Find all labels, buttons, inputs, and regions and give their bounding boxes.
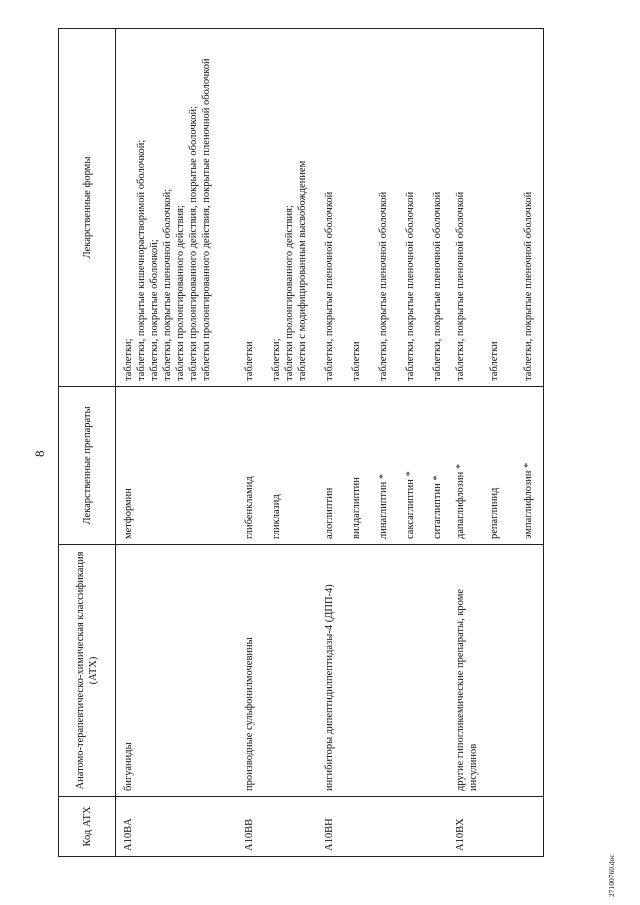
drug-name: ситаглиптин * bbox=[432, 475, 443, 539]
drug-cell bbox=[319, 387, 450, 545]
dosage-form-cell bbox=[319, 29, 450, 387]
header-atx-classification: Анатомо-терапевтическо-химическая классификация (АТХ) bbox=[59, 545, 116, 797]
dosage-form: таблетки bbox=[489, 341, 500, 381]
footer-doc-code: 27100760.doc bbox=[607, 854, 616, 897]
dosage-form: таблетки, покрытые пленочной оболочкой bbox=[455, 191, 466, 381]
dosage-form: таблетки, покрытые оболочкой; bbox=[149, 239, 160, 381]
dosage-form: таблетки; bbox=[271, 338, 282, 381]
dosage-form: таблетки, покрытые кишечнорастворимой оболочкой; bbox=[136, 139, 147, 381]
drug-name: гликлазид bbox=[271, 494, 282, 539]
atx-code-cell: A10BH bbox=[319, 797, 450, 857]
drug-name: линаглиптин * bbox=[378, 473, 389, 539]
atx-classification-cell: ингибиторы дипептидилпептидазы-4 (ДПП-4) bbox=[319, 545, 450, 797]
atx-classification-cell: другие гипогликемические препараты, кроме инсулинов bbox=[450, 545, 544, 797]
drug-name: вилдаглиптин bbox=[351, 477, 362, 539]
drug-name: метформин bbox=[123, 488, 134, 539]
drug-name: репаглинид bbox=[489, 487, 500, 539]
drug-cell bbox=[239, 387, 319, 545]
dosage-form: таблетки, покрытые пленочной оболочкой bbox=[405, 191, 416, 381]
dosage-form-cell bbox=[239, 29, 319, 387]
dosage-form: таблетки, покрытые пленочной оболочкой bbox=[523, 191, 534, 381]
atx-code-cell: A10BB bbox=[239, 797, 319, 857]
header-dosage-forms: Лекарственные формы bbox=[59, 29, 116, 387]
drug-name: эмпаглифлозин * bbox=[523, 462, 534, 539]
drug-cell bbox=[450, 387, 544, 545]
dosage-form: таблетки, покрытые пленочной оболочкой; bbox=[162, 188, 173, 381]
dosage-form-cell bbox=[450, 29, 544, 387]
dosage-form: таблетки bbox=[351, 341, 362, 381]
drug-name: дапаглифлозин * bbox=[455, 463, 466, 539]
dosage-form: таблетки с модифицированным высвобождением bbox=[297, 160, 308, 381]
dosage-form: таблетки пролонгированного действия; bbox=[175, 205, 186, 381]
dosage-form: таблетки пролонгированного действия; bbox=[284, 205, 295, 381]
drug-name: саксаглиптин * bbox=[405, 471, 416, 539]
table-header-row bbox=[59, 29, 116, 857]
page-number: 8 bbox=[32, 450, 47, 457]
dosage-form: таблетки; bbox=[123, 338, 134, 381]
drug-name: алоглиптин bbox=[324, 487, 335, 539]
dosage-form: таблетки, покрытые пленочной оболочкой bbox=[378, 191, 389, 381]
dosage-form: таблетки пролонгированного действия, покрытые оболочкой; bbox=[188, 106, 199, 381]
table-row bbox=[319, 29, 450, 857]
table-row bbox=[116, 29, 240, 857]
dosage-form-cell bbox=[116, 29, 240, 387]
atx-code-cell: A10BA bbox=[116, 797, 240, 857]
header-drugs: Лекарственные препараты bbox=[59, 387, 116, 545]
atx-code-cell: A10BX bbox=[450, 797, 544, 857]
atx-drug-table bbox=[58, 28, 544, 857]
dosage-form: таблетки, покрытые пленочной оболочкой bbox=[432, 191, 443, 381]
table-row bbox=[239, 29, 319, 857]
atx-classification-cell: бигуаниды bbox=[116, 545, 240, 797]
atx-classification-cell: производные сульфонилмочевины bbox=[239, 545, 319, 797]
table-row bbox=[450, 29, 544, 857]
dosage-form: таблетки пролонгированного действия, покрытые пленочной оболочкой bbox=[201, 58, 212, 381]
header-atx-code: Код АТХ bbox=[59, 797, 116, 857]
dosage-form: таблетки bbox=[244, 341, 255, 381]
drug-cell bbox=[116, 387, 240, 545]
drug-name: глибенкламид bbox=[244, 476, 255, 539]
dosage-form: таблетки, покрытые пленочной оболочкой bbox=[324, 191, 335, 381]
